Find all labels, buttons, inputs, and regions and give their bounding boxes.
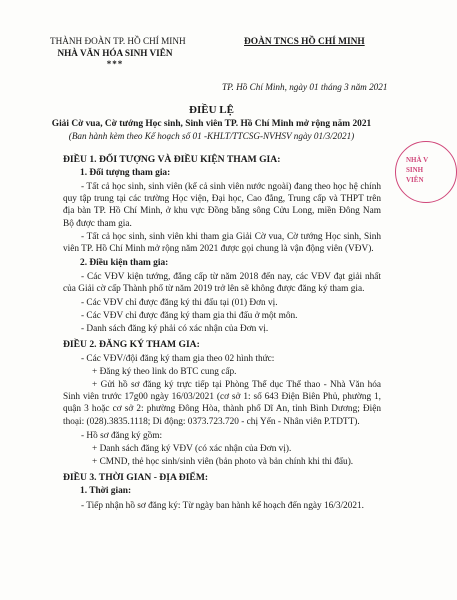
- org-line-city-union: THÀNH ĐOÀN TP. HỒ CHÍ MINH: [50, 36, 186, 46]
- red-stamp: [395, 141, 457, 203]
- section-1-para-3: - Các VĐV kiện tướng, đẳng cấp từ năm 2018 đến nay, các VĐV đạt giải nhất của Giải cờ cấp Thành phố từ năm 2019 trở lên sẽ không được đăng ký tham gia.: [63, 272, 381, 295]
- section-1-sub-1: 1. Đối tượng tham gia:: [80, 168, 171, 178]
- org-line-stars: ***: [106, 59, 124, 69]
- section-2-heading: ĐIỀU 2. ĐĂNG KÝ THAM GIA:: [63, 339, 200, 350]
- section-2-para-3: + Gửi hồ sơ đăng ký trực tiếp tại Phòng Thể dục Thể thao - Nhà Văn hóa Sinh viên trước 17g00 ngày 16/03/2021 (cơ sở 1: số 643 Điện Biên Phủ, phường 1, quận 3 hoặc cơ sở 2: phường Đông Hòa, thành phố Dĩ An, tỉnh Bình Dương; Điện thoại: (028).3835.1118; Di động: 0373.723.720 - chị Yến - Nhân viên P.TDTT).: [63, 380, 381, 427]
- issuance-note: (Ban hành kèm theo Kế hoạch số 01 -KHLT/TTCSG-NVHSV ngày 01/3/2021): [68, 131, 355, 141]
- org-line-student-house: NHÀ VĂN HÓA SINH VIÊN: [57, 47, 173, 58]
- section-1-para-6: - Danh sách đăng ký phải có xác nhận của Đơn vị.: [81, 324, 269, 334]
- document-subtitle: Giải Cờ vua, Cờ tướng Học sinh, Sinh viên TP. Hồ Chí Minh mở rộng năm 2021: [51, 119, 372, 129]
- section-1-para-2: - Tất cả học sinh, sinh viên khi tham gia Giải Cờ vua, Cờ tướng Học sinh, Sinh viên TP. Hồ Chí Minh mở rộng năm 2021 được gọi chung là vận động viên (VĐV).: [63, 232, 381, 255]
- stamp-text-2: SINH: [406, 166, 424, 174]
- section-2-para-4: - Hồ sơ đăng ký gồm:: [81, 431, 163, 441]
- section-2-para-2: + Đăng ký theo link do BTC cung cấp.: [92, 367, 237, 377]
- section-1-heading: ĐIỀU 1. ĐỐI TƯỢNG VÀ ĐIỀU KIỆN THAM GIA:: [63, 154, 281, 165]
- section-1-para-5: - Các VĐV chỉ được đăng ký tham gia thi đấu ở một môn.: [81, 311, 298, 321]
- section-1-para-1: - Tất cả học sinh, sinh viên (kể cả sinh viên nước ngoài) đang theo học hệ chính quy tập trung tại các trường Học viện, Đại học, Cao đẳng, Trung cấp và THPT trên địa bàn TP. Hồ Chí Minh, ở khu vực Đồng bằng sông Cửu Long, miền Đông Nam Bộ được tham gia.: [63, 182, 381, 229]
- document-title: ĐIỀU LỆ: [189, 104, 234, 116]
- section-2-para-1: - Các VĐV/đội đăng ký tham gia theo 02 hình thức:: [81, 354, 275, 364]
- section-2-para-5: + Danh sách đăng ký VĐV (có xác nhận của Đơn vị).: [92, 444, 292, 454]
- section-2-para-6: + CMND, thẻ học sinh/sinh viên (bản photo và bản chính khi thi đấu).: [92, 457, 354, 467]
- section-3-heading: ĐIỀU 3. THỜI GIAN - ĐỊA ĐIỂM:: [63, 472, 209, 483]
- section-3-sub-1: 1. Thời gian:: [80, 486, 132, 496]
- union-name: ĐOÀN TNCS HỒ CHÍ MINH: [244, 37, 365, 47]
- section-1-para-4: - Các VĐV chỉ được đăng ký thi đấu tại (01) Đơn vị.: [81, 298, 278, 308]
- dateline: TP. Hồ Chí Minh, ngày 01 tháng 3 năm 2021: [222, 82, 388, 92]
- issuing-organization: [50, 36, 186, 71]
- section-3-para-1: - Tiếp nhận hồ sơ đăng ký: Từ ngày ban hành kế hoạch đến ngày 16/3/2021.: [81, 501, 364, 511]
- section-1-sub-2: 2. Điều kiện tham gia:: [80, 258, 169, 268]
- stamp-text-3: VIÊN: [406, 176, 424, 184]
- stamp-text-1: NHÀ V: [406, 156, 429, 164]
